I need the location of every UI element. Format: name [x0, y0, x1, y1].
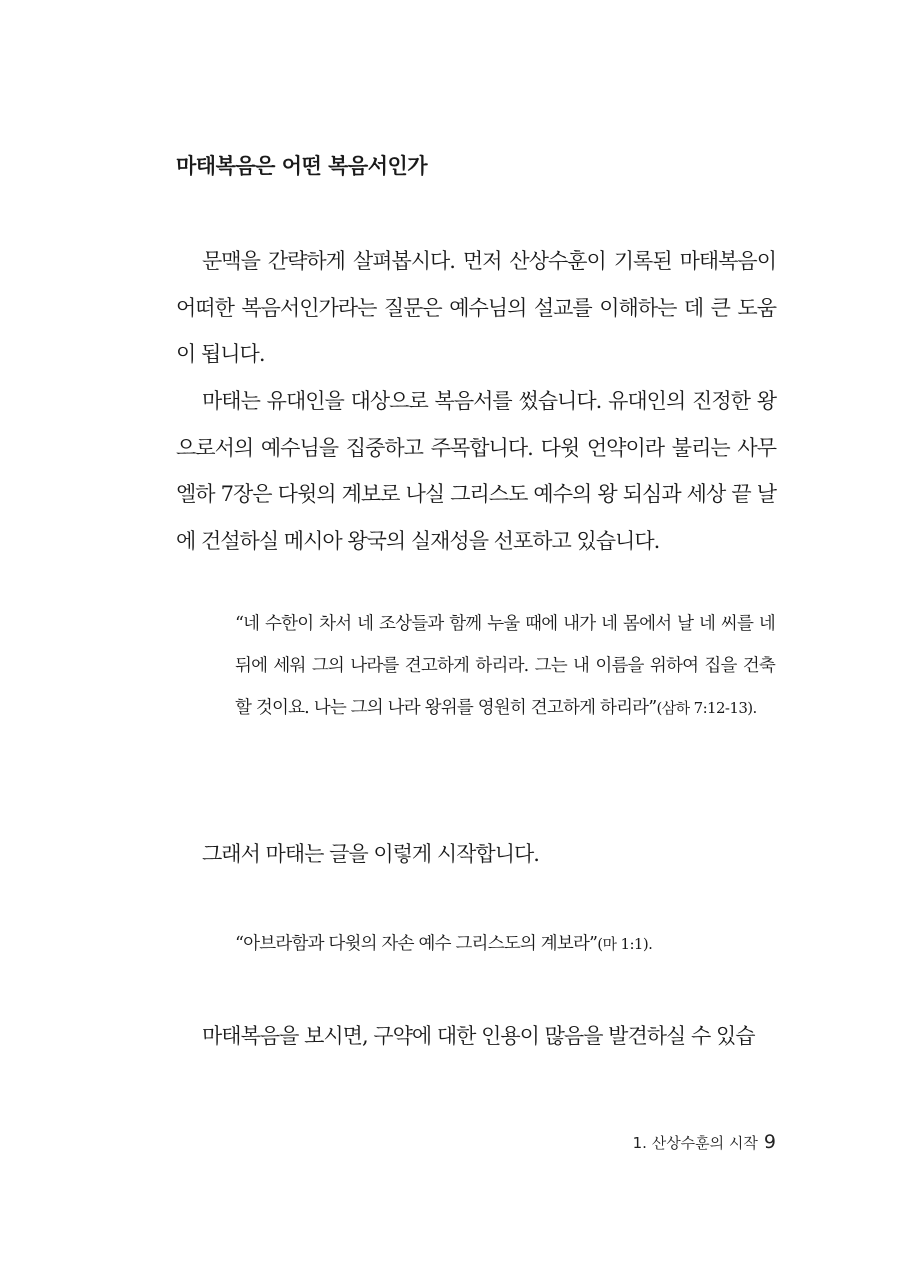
page-footer [633, 1128, 776, 1157]
scripture-quote-1 [235, 603, 775, 729]
body-paragraph-2: 마태는 유대인을 대상으로 복음서를 썼습니다. 유대인의 진정한 왕으로서의 예수님을 집중하고 주목합니다. 다윗 언약이라 불리는 사무엘하 7장은 다윗의 계보로 나실 그리스도 예수의 왕 되심과 세상 끝 날에 건설하실 메시아 왕국의 실재성을 선포하고 있습니다. [176, 389, 776, 553]
quote-1-reference: (삼하 7:12-13). [656, 699, 757, 717]
chapter-title: 1. 산상수훈의 시작 [632, 1134, 758, 1152]
quote-2-text: “아브라함과 다윗의 자손 예수 그리스도의 계보라” [235, 934, 598, 954]
body-line-2: 마태복음을 보시면, 구약에 대한 인용이 많음을 발견하실 수 있습 [202, 1024, 755, 1048]
body-paragraph-1: 문맥을 간략하게 살펴봅시다. 먼저 산상수훈이 기록된 마태복음이 어떠한 복음서인가라는 질문은 예수님의 설교를 이해하는 데 큰 도움이 됩니다. [176, 249, 776, 366]
quote-2-reference: (마 1:1). [597, 935, 653, 953]
quote-1-text: “네 수한이 차서 네 조상들과 함께 누울 때에 내가 네 몸에서 날 네 씨를 네 뒤에 세워 그의 나라를 견고하게 하리라. 그는 내 이름을 위하여 집을 건축할 것이요. 나는 그의 나라 왕위를 영원히 견고하게 하리라” [235, 614, 775, 718]
page-number: 9 [763, 1131, 776, 1153]
section-heading: 마태복음은 어떤 복음서인가 [176, 154, 428, 178]
body-line-1: 그래서 마태는 글을 이렇게 시작합니다. [202, 842, 539, 866]
scripture-quote-2 [235, 923, 775, 965]
